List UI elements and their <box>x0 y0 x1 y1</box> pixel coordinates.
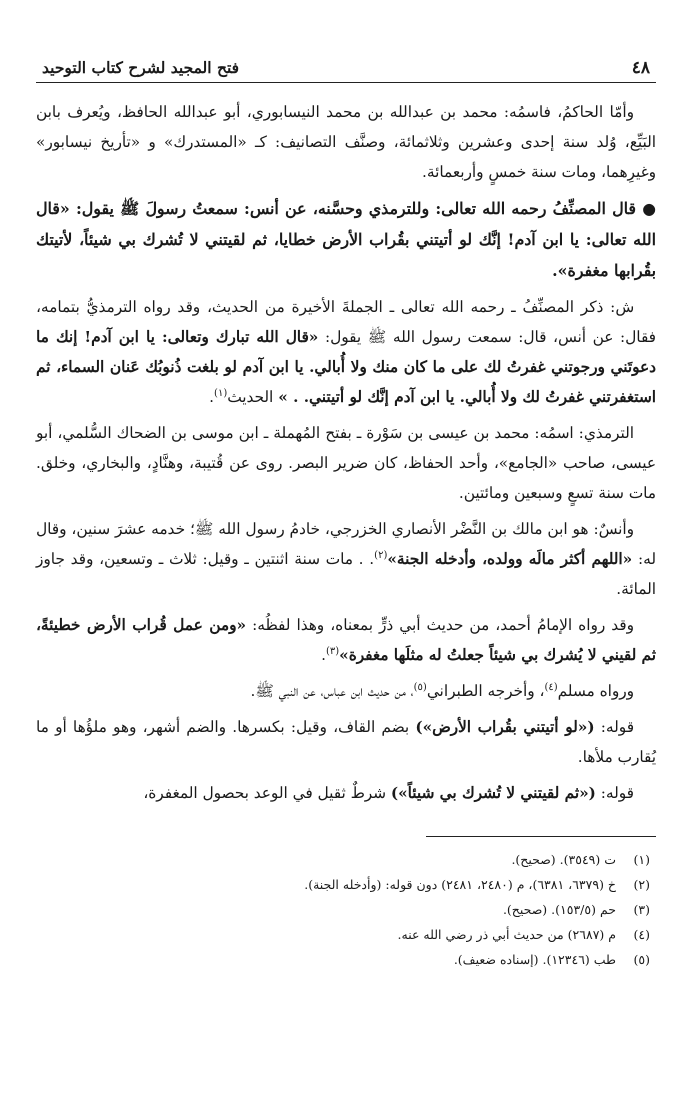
text-segment: شرطٌ ثقيل في الوعد بحصول المغفرة، <box>143 784 391 802</box>
text-segment: بضم القاف، وقيل: بكسرها. والضم أشهر، وهو ملؤُها أو ما يُقارب ملأها. <box>36 718 656 766</box>
footnote-ref: (٢) <box>374 549 388 561</box>
text-segment: «قال الله تبارك وتعالى: يا ابن آدم! إنك ما دعوتَني ورجوتني غفرتُ لك على ما كان منك ولا أُبالي. يا ابن آدم لو بلغت ذُنوبُك عَنان السماء، ثم استغفرتني غفرتُ لك ولا أُبالي. يا ابن آدم إنَّك لو أتيتني. . » <box>36 328 656 406</box>
text-segment: وأمّا الحاكمُ، فاسمُه: محمد بن عبدالله بن محمد النيسابوري، أبو عبدالله الحافظ، ويُعرف بابن البَيِّع، وُلد سنة إحدى وعشرين وثلاثمائة، وصنَّف التصانيف: كـ «المستدرك» و «تأريخ نيسابور» وغيرِهما، ومات سنة خمسٍ وأربعمائة. <box>36 103 656 181</box>
footnote-number: (٥) <box>633 952 650 967</box>
footnote-number: (٣) <box>633 902 650 917</box>
paragraph-2 <box>36 193 656 286</box>
book-title: فتح المجيد لشرح كتاب التوحيد <box>42 58 240 77</box>
footnotes <box>36 847 656 972</box>
text-segment: («ثم لقيتني لا تُشرك بي شيئاً») <box>390 784 596 802</box>
text-segment: . <box>209 388 215 406</box>
footnote-ref: (١) <box>214 387 228 399</box>
paragraph-4 <box>36 418 656 508</box>
paragraph-9 <box>36 778 656 808</box>
text-segment: («لو أتيتني بقُراب الأرض») <box>415 718 595 736</box>
paragraph-7 <box>36 676 656 706</box>
footnote-item <box>36 847 650 872</box>
footnote-text: خ (٦٣٧٩، ٦٣٨١)، م (٢٤٨٠، ٢٤٨١) دون قوله: (وأدخله الجنة). <box>304 877 616 892</box>
page-number: ٤٨ <box>631 58 650 78</box>
paragraph-8 <box>36 712 656 772</box>
footnote-text: حم (١٥٣/٥). (صحيح). <box>502 902 616 917</box>
footnote-text: ت (٣٥٤٩). (صحيح). <box>511 852 616 867</box>
footnote-text: م (٢٦٨٧) من حديث أبي ذر رضي الله عنه. <box>397 927 616 942</box>
text-segment: «اللهم أكثر مالَه وولده، وأدخله الجنة» <box>387 550 633 568</box>
footnote-item <box>36 922 650 947</box>
footnote-item <box>36 897 650 922</box>
footnote-separator <box>426 836 656 837</box>
footnote-text: طب (١٢٣٤٦). (إسناده ضعيف). <box>453 952 616 967</box>
text-segment: ● قال المصنِّفُ رحمه الله تعالى: وللترمذي وحسَّنه، عن أنس: سمعتُ رسولَ ﷺ يقول: «قال الله تعالى: يا ابن آدم! إنَّك لو أتيتني بقُراب الأرض خطايا، ثم لقيتني لا تُشرك بي شيئاً، لأتيتك بقُرابها مغفرة». <box>36 199 656 280</box>
footnote-ref: (٤) <box>544 681 558 693</box>
text-segment: الترمذي: اسمُه: محمد بن عيسى بن سَوْرة ـ بفتح المُهملة ـ ابن موسى بن الضحاك السُّلمي، أبو عيسى، صاحب «الجامع»، وأحد الحفاظ، كان ضرير البصر. روى عن قُتيبة، وهنَّادٍ، والبخاري، وخلق. مات سنة تسعٍ وسبعين ومائتين. <box>36 424 656 502</box>
footnote-item <box>36 872 650 897</box>
footnote-number: (١) <box>633 852 650 867</box>
footnote-ref: (٥) <box>413 681 427 693</box>
paragraph-3 <box>36 292 656 412</box>
text-segment: ، وأخرجه الطبراني <box>426 682 545 700</box>
text-segment: . <box>321 646 326 664</box>
text-segment: قوله: <box>595 784 634 802</box>
main-text <box>36 97 656 808</box>
footnote-item <box>36 947 650 972</box>
text-segment: وقد رواه الإمامُ أحمد، من حديث أبي ذرٍّ بمعناه، وهذا لفظُه: <box>246 616 635 634</box>
text-segment: ، من حديث ابن عباس، عن النبي ﷺ. <box>250 682 414 700</box>
text-segment: الحديث <box>227 388 279 406</box>
paragraph-6 <box>36 610 656 670</box>
text-segment: ورواه مسلم <box>557 682 634 700</box>
paragraph-5 <box>36 514 656 604</box>
text-segment: وأنسٌ: هو ابن مالك بن النَّضْر الأنصاري الخزرجي، خادمُ رسول الله ﷺ؛ خدمه عشرَ سنين، وقال له: <box>36 520 656 568</box>
text-segment: ش: ذكر المصنِّفُ ـ رحمه الله تعالى ـ الجملةَ الأخيرة من الحديث، وقد رواه الترمذيُّ بتمامه، فقال: عن أنس، قال: سمعت رسول الله ﷺ يقول: <box>36 298 656 346</box>
footnote-number: (٢) <box>633 877 650 892</box>
footnote-ref: (٣) <box>325 645 340 657</box>
text-segment: «ومن عمل قُراب الأرض خطيئةً، ثم لقيني لا يُشرك بي شيئاً جعلتُ له مثلَها مغفرة» <box>36 616 656 664</box>
text-segment: . . مات سنة اثنتين ـ وقيل: ثلاث ـ وتسعين، وقد جاوز المائة. <box>36 550 656 598</box>
running-header <box>36 58 656 83</box>
footnote-number: (٤) <box>633 927 650 942</box>
text-segment: قوله: <box>594 718 635 736</box>
paragraph-1 <box>36 97 656 187</box>
